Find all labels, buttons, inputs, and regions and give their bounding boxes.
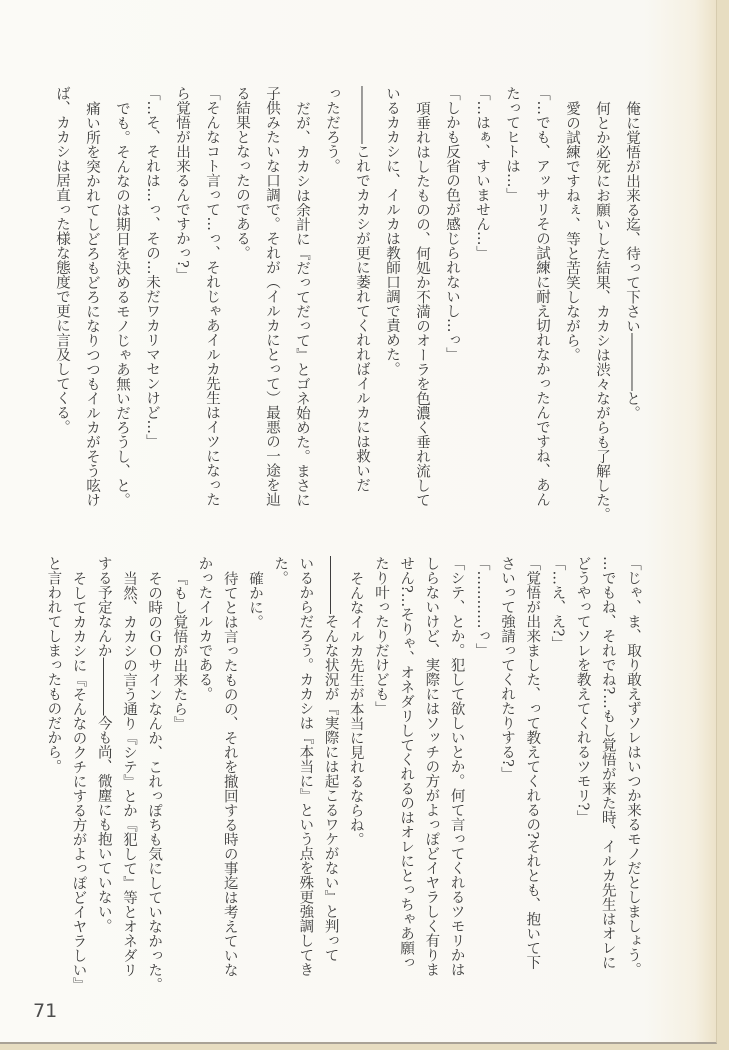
- text-line: いるからだろう。カカシは『本当に』という点を殊更強調してき: [297, 556, 314, 977]
- text-line: さいって強請ってくれたりする?」: [498, 556, 515, 782]
- text-line: 何とか必死にお願いした結果、カカシは渋々ながらも了解した。: [594, 100, 610, 521]
- text-line: ――――これでカカシが更に萎れてくれればイルカには救いだ: [354, 86, 370, 492]
- text-line: する予定なんか――――今も尚、微塵にも抱いていない。: [95, 556, 112, 933]
- text-line: 「そんなコト言って…っ、それじゃあイルカ先生はイツになった: [204, 86, 220, 507]
- text-line: たってヒトは…」: [504, 86, 520, 202]
- text-line: 「…え、え?」: [549, 556, 566, 651]
- text-line: っただろう。: [324, 86, 340, 173]
- text-line: 「…はぁ、すいません…」: [474, 86, 490, 260]
- text-line: 『もし覚悟が出来たら』: [171, 570, 188, 730]
- text-line: そしてカカシに『そんなのクチにする方がよっぽどイヤラしい』: [70, 570, 87, 991]
- text-line: 待てとは言ったものの、それを撤回する時の事迄は考えていな: [221, 570, 238, 977]
- text-line: でも。そんなのは期日を決めるモノじゃあ無いだろうし、と。: [114, 100, 130, 507]
- text-line: だが、カカシは余計に『だってだって』とゴネ始めた。まさに: [294, 100, 310, 507]
- text-line: ば、カカシは居直った様な態度で更に言及してくる。: [54, 86, 70, 434]
- text-line: 俺に覚悟が出来る迄、待って下さい――――と。: [624, 100, 640, 420]
- text-line: 「…でも、アッサリその試練に耐え切れなかったんですね、あん: [534, 86, 550, 507]
- text-line: 「…………っ」: [473, 556, 490, 658]
- text-block-lower: [40, 556, 645, 1014]
- text-line: いるカカシに、イルカは教師口調で責めた。: [384, 86, 400, 376]
- text-line: 「覚悟が出来ました、って教えてくれるの?それとも、抱いて下: [524, 556, 541, 970]
- text-line: ら覚悟が出来るんですかっ?」: [174, 86, 190, 283]
- page-number: 71: [33, 1000, 58, 1022]
- text-line: せん?…そりゃ、オネダリしてくれるのはオレにとっちゃあ願っ: [398, 556, 415, 970]
- text-line: 痛い所を突かれてしどろもどろになりつつもイルカがそう呟け: [84, 100, 100, 507]
- text-line: ――――そんな状況が『実際には起こるワケがない』と判って: [322, 556, 339, 962]
- text-line: 確かに。: [246, 570, 263, 629]
- text-line: たり叶ったりだけども」: [372, 556, 389, 716]
- text-line: 「じゃ、ま、取り敢えずソレはいつか来るモノだとしましょう。: [625, 556, 641, 977]
- text-line: 項垂れはしたものの、何処か不満のオーラを色濃く垂れ流して: [414, 100, 430, 507]
- text-line: 愛の試練ですねぇ、等と苦笑しながら。: [564, 100, 580, 362]
- text-line: と言われてしまったものだから。: [45, 556, 62, 774]
- text-line: かったイルカである。: [196, 556, 213, 701]
- text-line: どうやってソレを教えてくれるツモリ?」: [574, 556, 591, 825]
- text-block-upper: [47, 86, 647, 544]
- text-line: る結果となったのである。: [234, 86, 250, 260]
- text-line: その時のＧＯサインなんか、これっぽちも気にしていなかった。: [146, 570, 163, 991]
- text-line: 子供みたいな口調で。それが（イルカにとって）最悪の一途を辿: [264, 86, 280, 507]
- text-line: 「しかも反省の色が感じられないし…っ」: [444, 86, 460, 362]
- text-line: …でもね、それでね?…もし覚悟が来た時、イルカ先生はオレに: [599, 556, 616, 970]
- text-line: 当然、カカシの言う通り『シテ』とか『犯して』等とオネダリ: [120, 570, 137, 977]
- text-line: しらないけど、実際にはソッチの方がよっぽどイヤラしく有りま: [423, 556, 440, 977]
- text-line: そんなイルカ先生が本当に見れるならね。: [347, 570, 364, 846]
- text-line: 「…そ、それは…っ、その…未だワカリマセンけど…」: [144, 86, 160, 449]
- text-line: た。: [272, 556, 289, 585]
- text-line: 「シテ、とか。犯して欲しいとか。何て言ってくれるツモリかは: [448, 556, 465, 977]
